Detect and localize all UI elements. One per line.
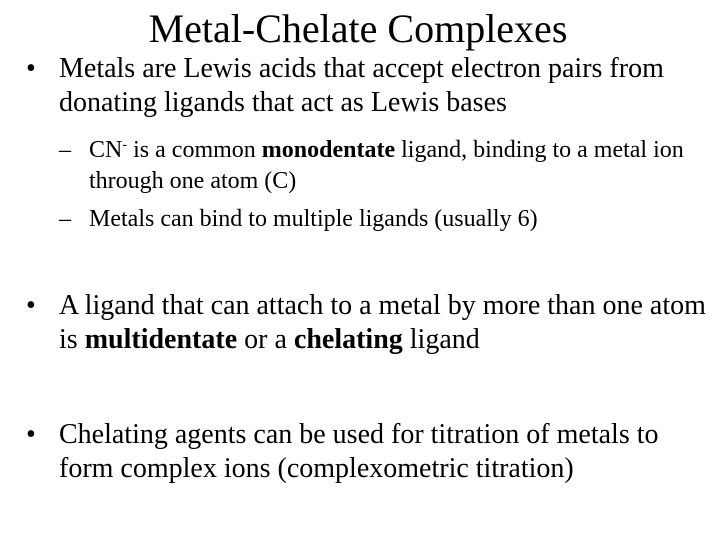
bullet-dot-icon: • bbox=[26, 53, 36, 84]
bullet-dot-icon: • bbox=[26, 419, 36, 450]
cyanide-charge: - bbox=[122, 137, 128, 154]
subbullet-1-pre: is a common bbox=[127, 137, 262, 163]
bullet-2-text bbox=[59, 289, 712, 357]
subbullet-1-text bbox=[89, 135, 709, 197]
bullet-1 bbox=[26, 52, 712, 120]
subbullet-2-text: Metals can bind to multiple ligands (usually 6) bbox=[89, 206, 538, 232]
subbullet-1 bbox=[59, 135, 709, 197]
bullet-1-text: Metals are Lewis acids that accept electron pairs from donating ligands that act as Lewis bases bbox=[59, 53, 664, 118]
term-multidentate: multidentate bbox=[84, 324, 238, 355]
term-chelating: chelating bbox=[293, 324, 403, 355]
bullet-dot-icon: • bbox=[26, 290, 36, 321]
slide-title: Metal-Chelate Complexes bbox=[148, 6, 568, 51]
dash-icon: – bbox=[59, 206, 71, 232]
bullet-2 bbox=[26, 289, 712, 357]
bullet-2-post: ligand bbox=[402, 324, 480, 355]
term-monodentate: monodentate bbox=[261, 137, 396, 163]
bullet-3 bbox=[26, 418, 712, 486]
bullet-3-text: Chelating agents can be used for titration of metals to form complex ions (complexometric titration) bbox=[59, 419, 659, 484]
dash-icon: – bbox=[59, 137, 71, 163]
bullet-2-pre: A ligand that can attach to a metal by more than one atom is bbox=[59, 290, 706, 355]
bullet-2-mid: or a bbox=[237, 324, 294, 355]
cyanide-formula: CN bbox=[89, 137, 123, 163]
subbullet-1-post: ligand, binding to a metal ion through one atom (C) bbox=[89, 137, 684, 194]
subbullet-2 bbox=[59, 204, 709, 235]
